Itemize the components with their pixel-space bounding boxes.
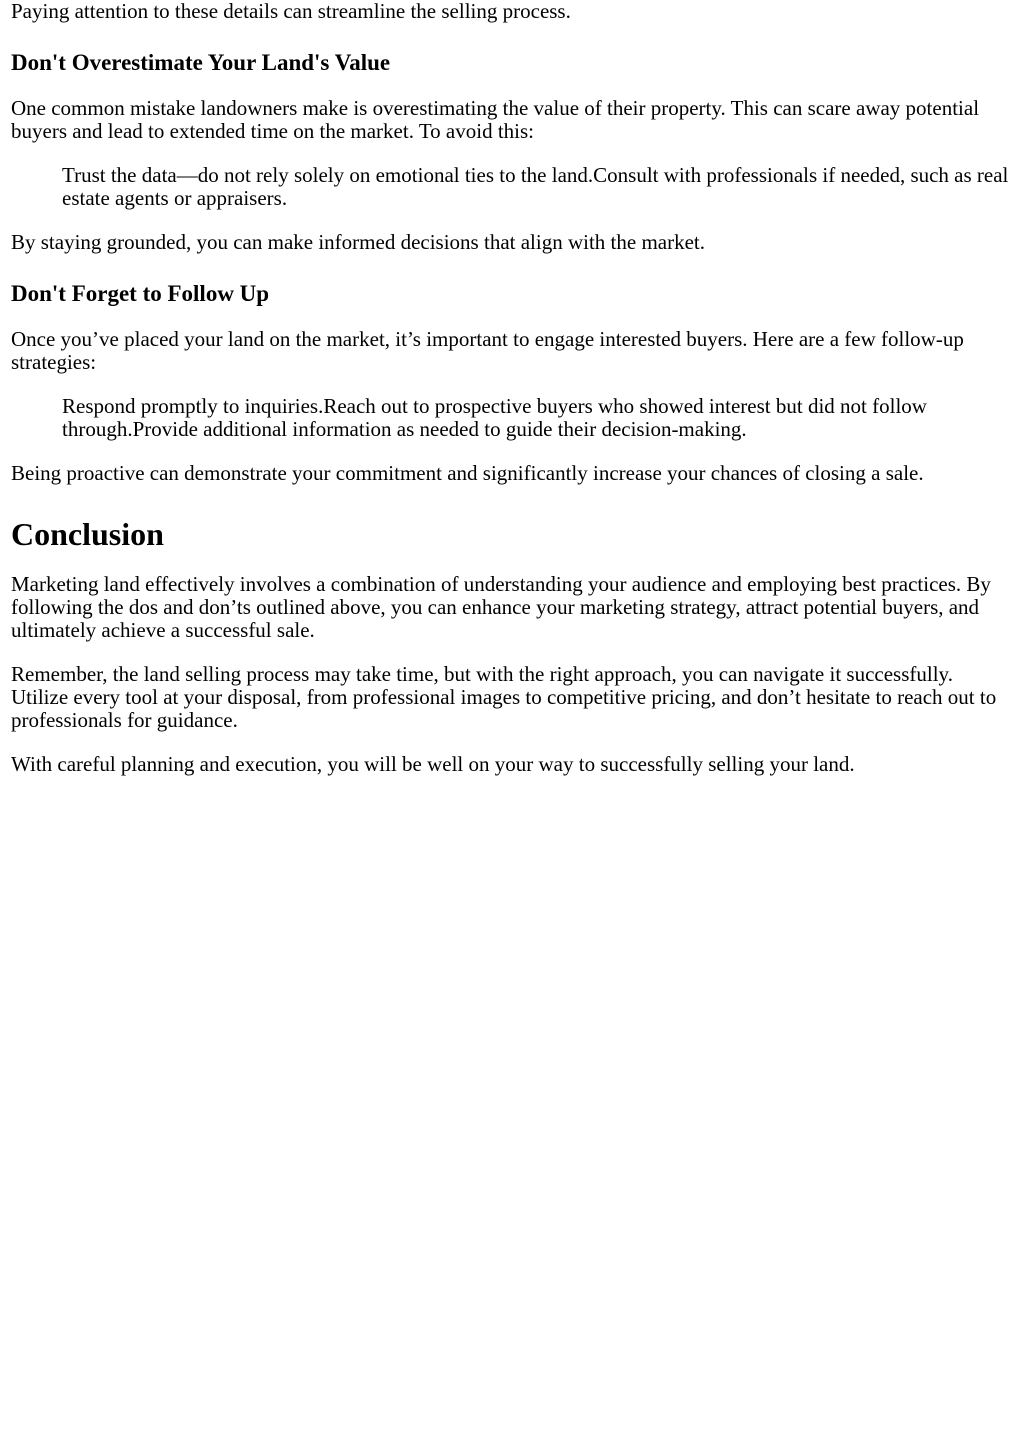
overestimate-closing-paragraph: By staying grounded, you can make informed decisions that align with the market.	[11, 230, 706, 254]
follow-up-paragraph: Once you’ve placed your land on the market, it’s important to engage interested buyers. Here are a few follow-up strategies:	[11, 327, 964, 374]
conclusion-paragraph: Marketing land effectively involves a combination of understanding your audience and employing best practices. By following the dos and don’ts outlined above, you can enhance your marketing strategy, attract potential buyers, and ultimately achieve a successful sale.	[11, 572, 991, 642]
section-heading-follow-up: Don't Forget to Follow Up	[11, 281, 270, 306]
overestimate-tips: Trust the data—do not rely solely on emotional ties to the land.Consult with professionals if needed, such as real estate agents or appraisers.	[62, 163, 1009, 210]
conclusion-paragraph: With careful planning and execution, you will be well on your way to successfully selling your land.	[11, 752, 855, 776]
overestimate-paragraph: One common mistake landowners make is overestimating the value of their property. This can scare away potential buyers and lead to extended time on the market. To avoid this:	[11, 96, 980, 143]
conclusion-paragraph: Remember, the land selling process may take time, but with the right approach, you can navigate it successfully. Utilize every tool at your disposal, from professional images to competitive pricing, and don’t hesitate to reach out to professionals for guidance.	[11, 662, 997, 732]
section-heading-overestimate: Don't Overestimate Your Land's Value	[11, 50, 391, 75]
follow-up-closing-paragraph: Being proactive can demonstrate your commitment and significantly increase your chances of closing a sale.	[11, 461, 924, 485]
follow-up-tips: Respond promptly to inquiries.Reach out to prospective buyers who showed interest but did not follow through.Provide additional information as needed to guide their decision-making.	[62, 394, 927, 441]
conclusion-heading: Conclusion	[11, 516, 164, 552]
intro-closing-paragraph: Paying attention to these details can streamline the selling process.	[11, 0, 571, 23]
